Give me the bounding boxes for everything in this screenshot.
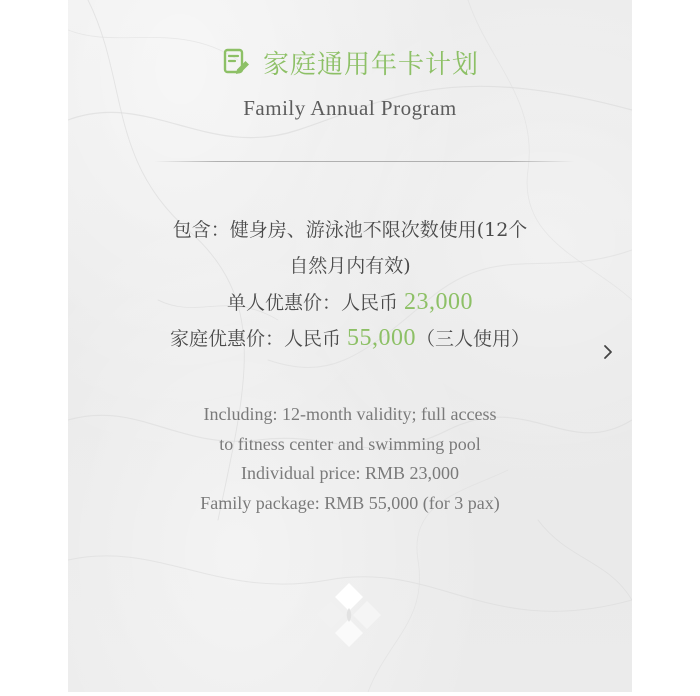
details-zh xyxy=(68,212,632,356)
program-card xyxy=(68,0,632,692)
family-price-note: （三人使用） xyxy=(416,328,531,350)
en-line-1: Including: 12-month validity; full access xyxy=(203,404,497,424)
title-zh: 家庭通用年卡计划 xyxy=(262,49,479,80)
family-price-value: 55,000 xyxy=(347,325,417,351)
details-en xyxy=(68,400,632,518)
title-en: Family Annual Program xyxy=(243,96,457,120)
chevron-right-icon[interactable] xyxy=(598,340,618,364)
document-edit-icon xyxy=(221,47,251,77)
individual-price-label: 单人优惠价：人民币 xyxy=(226,292,405,314)
brand-logo-icon xyxy=(314,580,384,650)
program-title xyxy=(68,40,632,84)
individual-price-line xyxy=(68,284,632,320)
en-line-3: Individual price: RMB 23,000 xyxy=(241,463,459,483)
en-line-2: to fitness center and swimming pool xyxy=(219,433,481,454)
divider xyxy=(154,161,574,162)
includes-line-2: 自然月内有效) xyxy=(289,255,411,277)
individual-price-value: 23,000 xyxy=(404,289,474,315)
includes-line-1: 包含：健身房、游泳池不限次数使用(12个 xyxy=(172,219,528,241)
family-price-label: 家庭优惠价：人民币 xyxy=(169,328,348,350)
en-line-4: Family package: RMB 55,000 (for 3 pax) xyxy=(200,492,500,513)
family-price-line xyxy=(68,320,632,356)
